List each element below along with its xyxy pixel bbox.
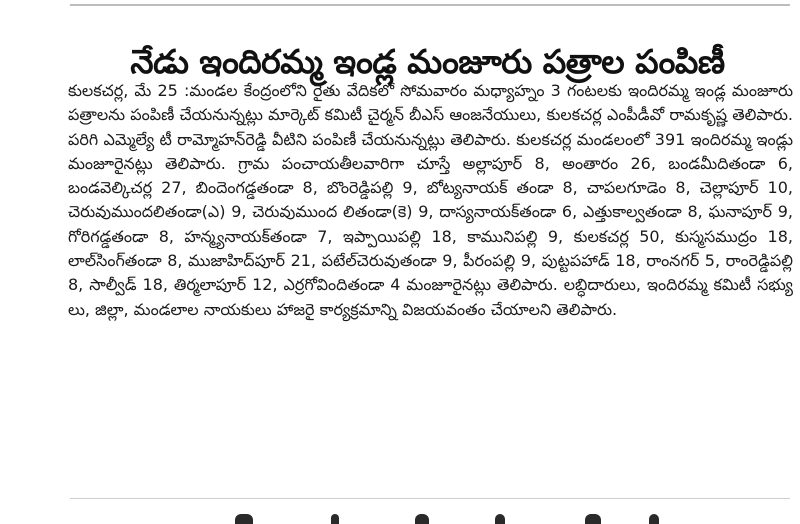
bottom-divider <box>70 498 790 499</box>
cropped-glyph <box>415 514 429 524</box>
article-headline: నేడు ఇందిరమ్మ ఇండ్ల మంజూరు పత్రాల పంపిణీ <box>130 42 725 82</box>
cropped-glyph <box>331 514 339 524</box>
cropped-glyph <box>585 514 601 524</box>
cropped-glyph <box>235 514 253 524</box>
cropped-glyph <box>649 514 659 524</box>
top-divider <box>70 4 790 6</box>
cropped-glyph <box>495 514 505 524</box>
article-body: కులకచర్ల, మే 25 :మండల కేంద్రంలోని రైతు వేదికలో సోమవారం మధ్యాహ్నం 3 గంటలకు ఇందిరమ్మ ఇండ్ల మంజూరు పత్రాలను పంపిణీ చేయనున్నట్లు మార్కెట్ కమిటీ చైర్మన్ బీఎస్ ఆంజనేయులు, కులకచర్ల ఎంపీడీవో రామకృష్ణ తెలిపారు. పరిగి ఎమ్మెల్యే టీ రామ్మోహన్‌రెడ్డి వీటిని పంపిణీ చేయనున్నట్లు తెలిపారు. కులకచర్ల మండలంలో 391 ఇందిరమ్మ ఇండ్లు మంజూరైనట్లు తెలిపారు. గ్రామ పంచాయతీలవారిగా చూస్తే అల్లాపూర్ 8, అంతారం 26, బండమీదితండా 6, బండవెల్కిచర్ల 27, బిందెంగడ్డతండా 8, బొంరెడ్డిపల్లి 9, బోట్యనాయక్ తండా 8, చాపలగూడెం 8, చెల్లాపూర్ 10, చెరువుముందలితండా(ఎ) 9, చెరువుముంద లితండా(కె) 9, దాస్యనాయక్‌తండా 6, ఎత్తుకాల్వతండా 8, ఘనాపూర్ 9, గోరిగడ్డతండా 8, హన్మ్యనాయక్‌తండా 7, ఇప్పాయిపల్లి 18, కామునిపల్లి 9, కులకచర్ల 50, కుస్మసముద్రం 18, లాల్‌సింగ్‌తండా 8, ముజాహిద్‌పూర్ 21, పటేల్‌చెరువుతండా 9, పీరంపల్లి 9, పుట్టపహాడ్ 18, రాంనగర్ 5, రాంరెడ్డిపల్లి 8, సాల్వీడ్ 18, తిర్మలాపూర్ 12, ఎర్రగోవిందితండా 4 మంజూరైనట్లు తెలిపారు. లబ్ధిదారులు, ఇందిరమ్మ కమిటీ సభ్యు లు, జిల్లా, మండలాల నాయకులు హాజరై కార్యక్రమాన్ని విజయవంతం చేయాలని తెలిపారు. <box>68 81 793 319</box>
